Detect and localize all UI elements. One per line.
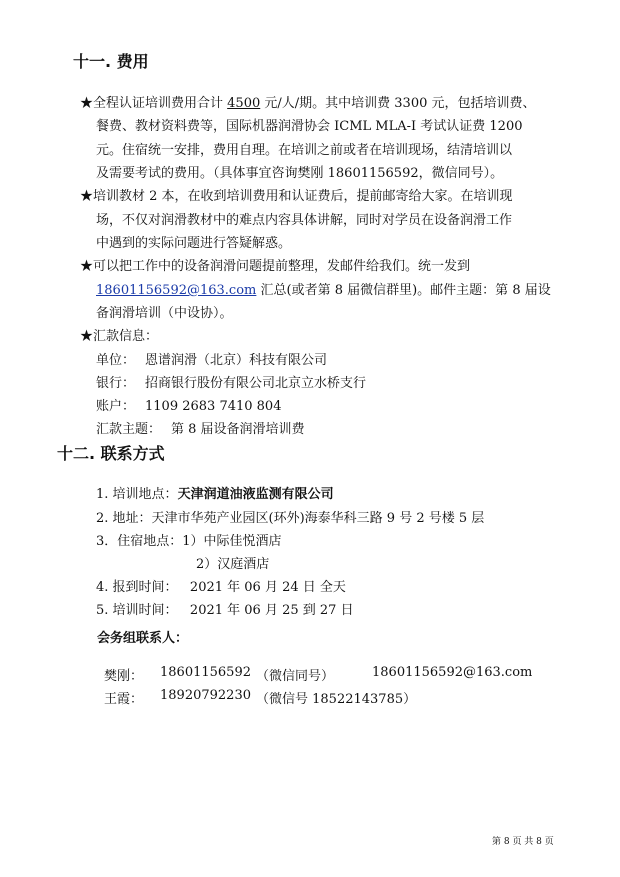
questions-paragraph-line-1: ★可以把工作中的设备润滑问题提前整理，发邮件给我们。统一发到 bbox=[80, 259, 471, 274]
contact-1-name: 樊刚： bbox=[104, 669, 144, 684]
contact-1-phone: 18601156592 bbox=[160, 665, 251, 680]
remittance-bank-row: 银行： 招商银行股份有限公司北京立水桥支行 bbox=[96, 376, 367, 391]
materials-paragraph-line-1: ★培训教材 2 本，在收到培训费用和认证费后，提前邮寄给大家。在培训现 bbox=[80, 189, 513, 204]
star-icon: ★ bbox=[80, 329, 94, 344]
fee-paragraph-line-3: 元。住宿统一安排，费用自理。在培训之前或者在培训现场，结清培训以 bbox=[96, 143, 513, 158]
remittance-heading: ★汇款信息： bbox=[80, 329, 159, 344]
questions-paragraph-line-2: 18601156592@163.com 汇总(或者第 8 届微信群里)。邮件主题：第 8 届设 bbox=[96, 283, 551, 298]
materials-paragraph-line-2: 场，不仅对润滑教材中的难点内容具体讲解，同时对学员在设备润滑工作 bbox=[96, 213, 513, 228]
fee-amount: 4500 bbox=[227, 96, 261, 111]
contacts-heading: 会务组联系人： bbox=[97, 631, 189, 646]
remittance-unit-row: 单位： 恩谱润滑（北京）科技有限公司 bbox=[96, 353, 328, 368]
star-icon: ★ bbox=[80, 189, 94, 204]
fee-paragraph-line-2: 餐费、教材资料费等，国际机器润滑协会 ICML MLA-I 考试认证费 1200 bbox=[96, 119, 523, 134]
training-location-row: 1. 培训地点：天津润道油液监测有限公司 bbox=[96, 487, 334, 502]
lodging-row-2: 2）汉庭酒店 bbox=[196, 557, 270, 572]
contact-2-phone: 18920792230 bbox=[160, 688, 251, 703]
section-11-title: 十一. 费用 bbox=[73, 52, 149, 71]
lodging-row: 3．住宿地点：1）中际佳悦酒店 bbox=[96, 534, 282, 549]
email-link[interactable]: 18601156592@163.com bbox=[96, 283, 257, 298]
remittance-account-row: 账户： 1109 2683 7410 804 bbox=[96, 399, 282, 414]
star-icon: ★ bbox=[80, 259, 94, 274]
contact-1-wechat: （微信同号） bbox=[256, 669, 335, 684]
training-time-row: 5. 培训时间： 2021 年 06 月 25 到 27 日 bbox=[96, 603, 354, 618]
registration-time-row: 4. 报到时间： 2021 年 06 月 24 日 全天 bbox=[96, 580, 346, 595]
contact-1-email: 18601156592@163.com bbox=[372, 665, 533, 680]
training-location-value: 天津润道油液监测有限公司 bbox=[177, 487, 334, 502]
section-12-title: 十二. 联系方式 bbox=[57, 444, 165, 463]
contact-2-name: 王霞： bbox=[104, 692, 144, 707]
page-footer: 第 8 页 共 8 页 bbox=[492, 837, 554, 847]
address-row: 2. 地址：天津市华苑产业园区(环外)海泰华科三路 9 号 2 号楼 5 层 bbox=[96, 511, 485, 526]
fee-paragraph-line-1: ★全程认证培训费用合计 4500 元/人/期。其中培训费 3300 元，包括培训费、 bbox=[80, 96, 536, 111]
contact-2-wechat: （微信号 18522143785） bbox=[256, 692, 417, 707]
fee-paragraph-line-4: 及需要考试的费用。（具体事宜咨询樊刚 18601156592，微信同号）。 bbox=[96, 166, 504, 181]
remittance-subject-row: 汇款主题： 第 8 届设备润滑培训费 bbox=[96, 422, 305, 437]
star-icon: ★ bbox=[80, 96, 94, 111]
materials-paragraph-line-3: 中遇到的实际问题进行答疑解惑。 bbox=[96, 236, 292, 251]
questions-paragraph-line-3: 备润滑培训（中设协）。 bbox=[96, 306, 233, 321]
